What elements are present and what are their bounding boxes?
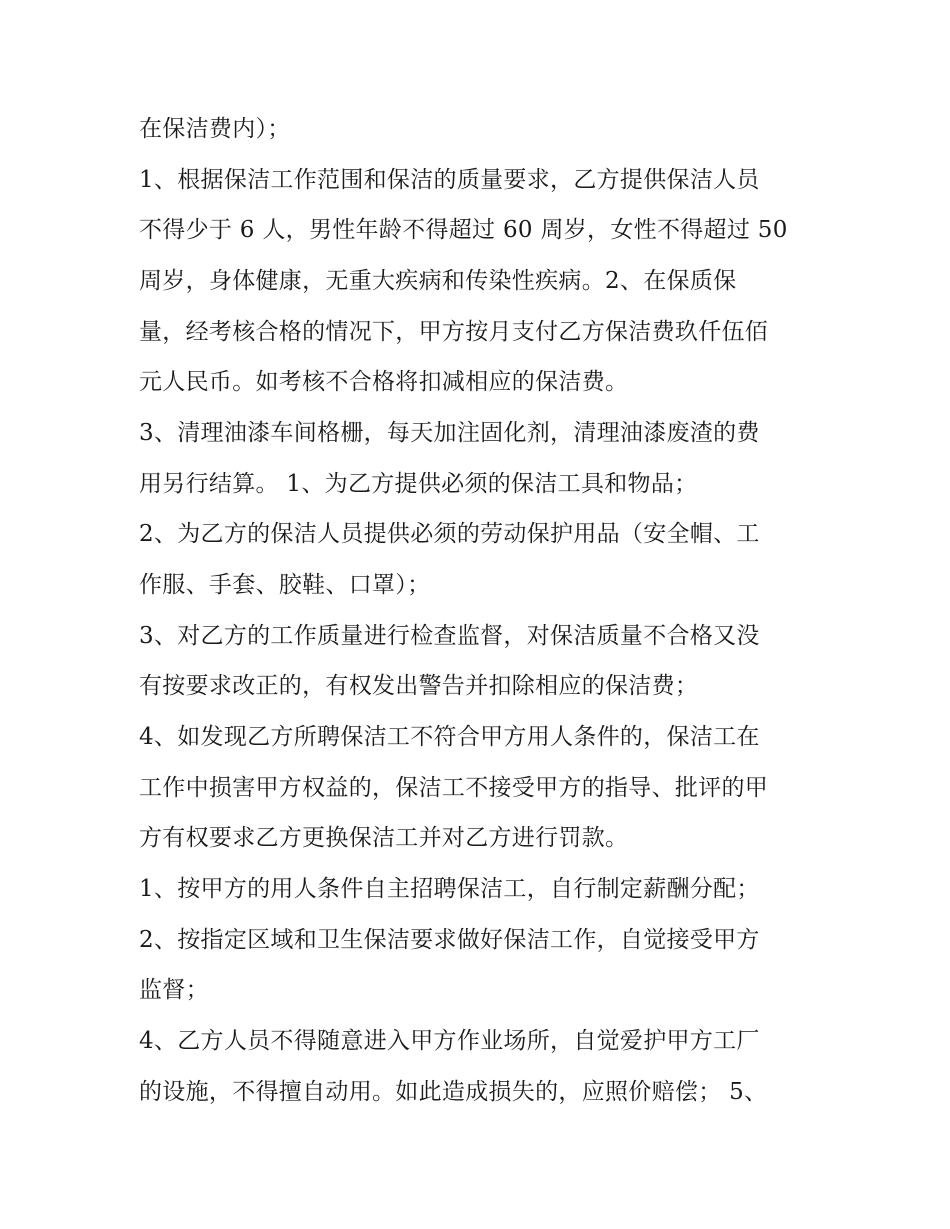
text-line: 周岁，身体健康，无重大疾病和传染性疾病。2、在保质保	[139, 268, 737, 294]
text-line: 2、为乙方的保洁人员提供必须的劳动保护用品（安全帽、工	[139, 521, 760, 547]
text-line: 元人民币。如考核不合格将扣减相应的保洁费。	[139, 369, 629, 395]
text-line: 量，经考核合格的情况下，甲方按月支付乙方保洁费玖仟伍佰	[139, 319, 769, 345]
text-line: 3、对乙方的工作质量进行检查监督，对保洁质量不合格又没	[139, 623, 760, 649]
text-line: 的设施，不得擅自动用。如此造成损失的，应照价赔偿； 5、	[139, 1079, 768, 1105]
text-line: 工作中损害甲方权益的，保洁工不接受甲方的指导、批评的甲	[139, 775, 769, 801]
text-line: 用另行结算。 1、为乙方提供必须的保洁工具和物品；	[139, 471, 698, 497]
text-line: 有按要求改正的，有权发出警告并扣除相应的保洁费；	[139, 673, 699, 699]
text-line: 1、按甲方的用人条件自主招聘保洁工，自行制定薪酬分配；	[139, 876, 760, 902]
text-line: 4、乙方人员不得随意进入甲方作业场所，自觉爱护甲方工厂	[139, 1028, 760, 1054]
text-line: 4、如发现乙方所聘保洁工不符合甲方用人条件的，保洁工在	[139, 724, 760, 750]
text-line: 作服、手套、胶鞋、口罩）；	[139, 572, 431, 598]
text-line: 1、根据保洁工作范围和保洁的质量要求，乙方提供保洁人员	[139, 167, 760, 193]
text-line: 3、清理油漆车间格栅，每天加注固化剂，清理油漆废渣的费	[139, 420, 760, 446]
text-line: 2、按指定区域和卫生保洁要求做好保洁工作，自觉接受甲方	[139, 927, 760, 953]
text-line: 在保洁费内）；	[139, 116, 291, 142]
text-line: 不得少于 6 人，男性年龄不得超过 60 周岁，女性不得超过 50	[139, 217, 788, 243]
text-line: 方有权要求乙方更换保洁工并对乙方进行罚款。	[139, 825, 629, 851]
text-line: 监督；	[139, 977, 209, 1003]
